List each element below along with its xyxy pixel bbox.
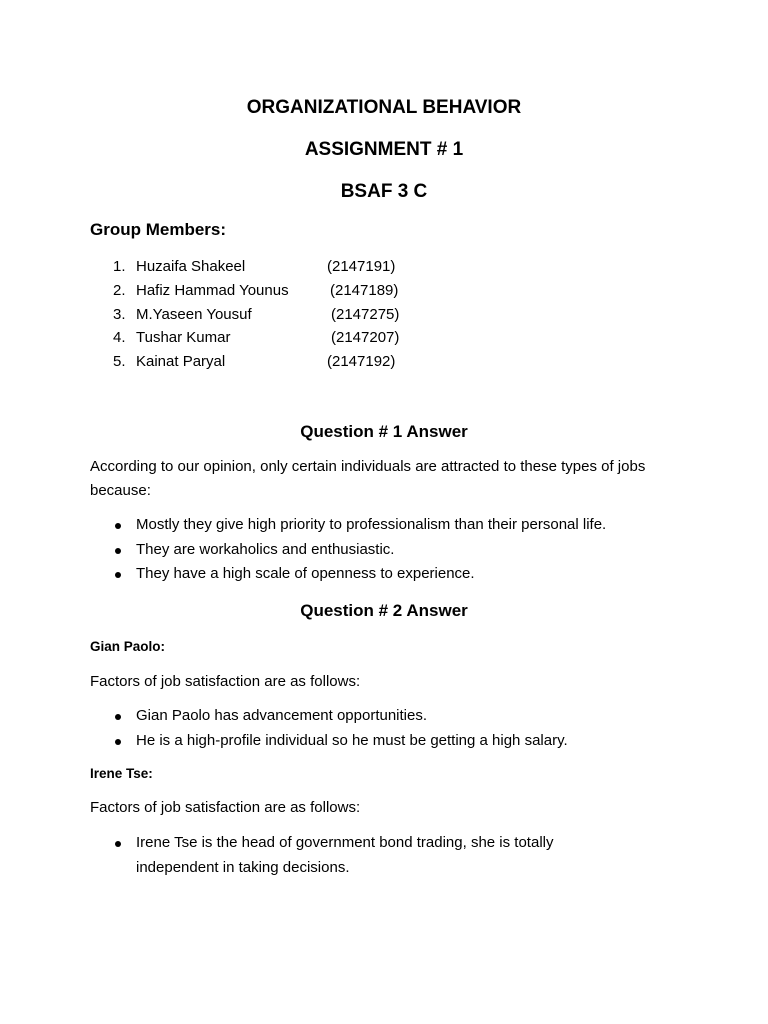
bullet-icon bbox=[115, 548, 121, 554]
bullet-icon bbox=[115, 523, 121, 529]
list-item-text: Irene Tse is the head of government bond trading, she is totally independent in taking decisions. bbox=[136, 834, 554, 876]
irene-tse-intro: Factors of job satisfaction are as follows: bbox=[90, 799, 361, 816]
question-1-bullet-list bbox=[90, 513, 690, 587]
member-number: 3. bbox=[113, 305, 126, 323]
list-item bbox=[90, 513, 690, 538]
member-row bbox=[90, 255, 490, 279]
bullet-icon bbox=[115, 714, 121, 720]
irene-tse-bullet-list bbox=[90, 831, 610, 880]
list-item bbox=[90, 704, 690, 729]
list-item-text: They are workaholics and enthusiastic. bbox=[136, 540, 395, 558]
member-id: (2147207) bbox=[331, 329, 400, 347]
irene-tse-heading: Irene Tse: bbox=[90, 766, 153, 781]
list-item bbox=[90, 831, 610, 880]
member-row bbox=[90, 279, 490, 303]
group-members-heading: Group Members: bbox=[90, 220, 227, 239]
bullet-icon bbox=[115, 739, 121, 745]
member-name: Kainat Paryal bbox=[136, 353, 226, 370]
member-row bbox=[90, 326, 490, 350]
member-row bbox=[90, 303, 490, 327]
member-name: M.Yaseen Yousuf bbox=[136, 305, 252, 323]
question-2-heading: Question # 2 Answer bbox=[300, 601, 468, 620]
member-id: (2147189) bbox=[330, 281, 399, 299]
member-id: (2147192) bbox=[327, 353, 396, 370]
member-name: Huzaifa Shakeel bbox=[136, 258, 246, 275]
member-id: (2147275) bbox=[331, 305, 400, 323]
list-item-text: They have a high scale of openness to experience. bbox=[136, 565, 475, 582]
assignment-number: ASSIGNMENT # 1 bbox=[304, 139, 464, 160]
gian-paolo-bullet-list bbox=[90, 704, 690, 753]
member-number: 1. bbox=[113, 258, 126, 275]
class-section: BSAF 3 C bbox=[340, 181, 428, 202]
list-item-text: Gian Paolo has advancement opportunities. bbox=[136, 707, 428, 724]
question-1-intro: According to our opinion, only certain individuals are attracted to these types of jobs because: bbox=[90, 458, 646, 499]
list-item bbox=[90, 729, 690, 754]
question-1-heading: Question # 1 Answer bbox=[300, 422, 468, 441]
member-row bbox=[90, 350, 490, 374]
list-item-text: Mostly they give high priority to professionalism than their personal life. bbox=[136, 516, 607, 533]
bullet-icon bbox=[115, 841, 121, 847]
member-number: 5. bbox=[113, 353, 126, 370]
bullet-icon bbox=[115, 572, 121, 578]
gian-paolo-heading: Gian Paolo: bbox=[90, 639, 166, 654]
list-item bbox=[90, 538, 690, 563]
member-name: Tushar Kumar bbox=[136, 329, 231, 347]
gian-paolo-intro: Factors of job satisfaction are as follows: bbox=[90, 673, 361, 690]
member-number: 4. bbox=[113, 329, 126, 347]
list-item-text: He is a high-profile individual so he must be getting a high salary. bbox=[136, 731, 568, 749]
document-title: ORGANIZATIONAL BEHAVIOR bbox=[246, 97, 522, 118]
member-number: 2. bbox=[113, 281, 126, 299]
member-id: (2147191) bbox=[327, 258, 396, 275]
list-item bbox=[90, 562, 690, 587]
member-name: Hafiz Hammad Younus bbox=[136, 281, 289, 299]
member-list bbox=[90, 255, 490, 374]
